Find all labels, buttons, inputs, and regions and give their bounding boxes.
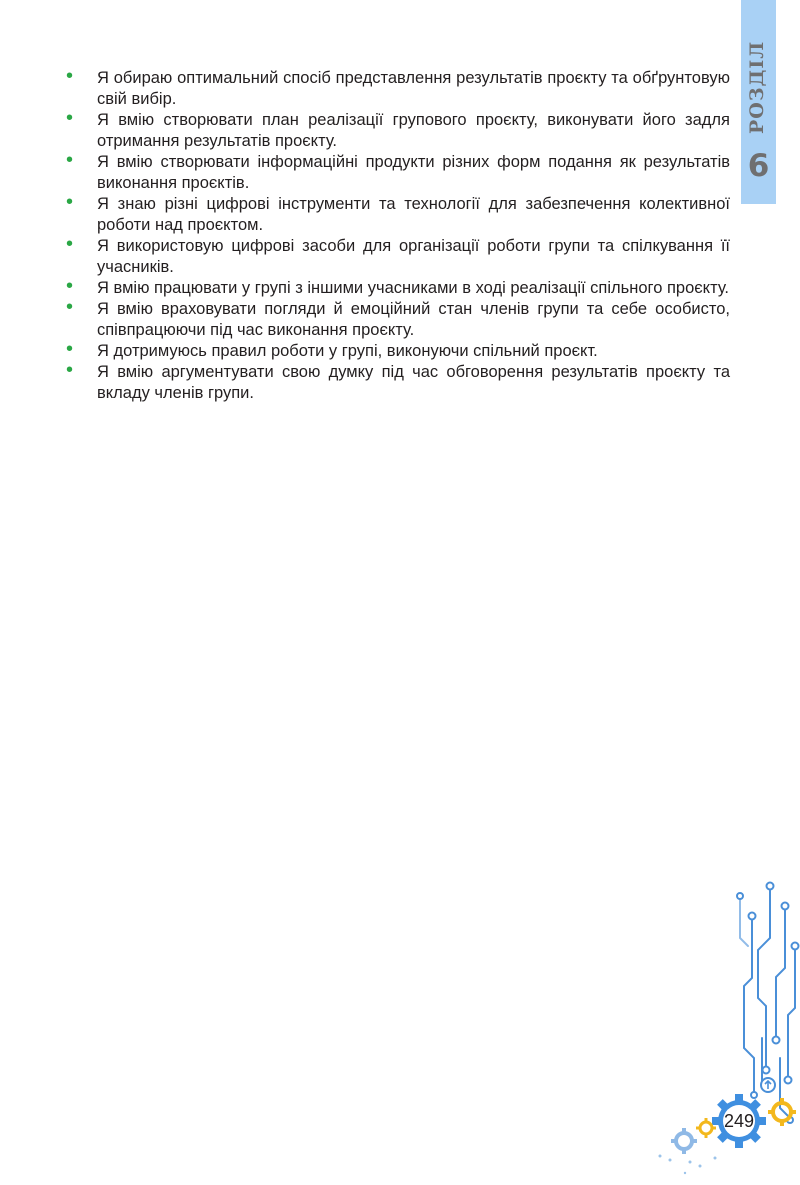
- bullet-icon: •: [66, 191, 74, 213]
- list-item-text: Я вмію аргументувати свою думку під час обговорення результатів проєкту та вкладу членів групи.: [97, 363, 730, 402]
- bullet-icon: •: [66, 65, 74, 87]
- list-item-text: Я обираю оптимальний спосіб представлення результатів проєкту та обґрунтовую свій вибір.: [97, 69, 730, 108]
- list-item: [66, 65, 730, 110]
- list-item: [66, 149, 730, 194]
- page-number: 249: [723, 1111, 755, 1131]
- list-item-text: Я вмію створювати план реалізації групового проєкту, виконувати його задля отримання результатів проєкту.: [97, 111, 730, 150]
- bullet-icon: •: [66, 275, 74, 297]
- list-item: [66, 191, 730, 236]
- bullet-icon: •: [66, 296, 74, 318]
- list-item-text: Я вмію створювати інформаційні продукти різних форм подання як результатів виконання проєктів.: [97, 153, 730, 192]
- list-item: [66, 296, 730, 341]
- list-item-text: Я знаю різні цифрові інструменти та технології для забезпечення колективної роботи над проєктом.: [97, 195, 730, 234]
- page-content: [66, 65, 730, 404]
- list-item-text: Я вмію працювати у групі з іншими учасниками в ході реалізації спільного проєкту.: [97, 279, 729, 297]
- list-item: [66, 359, 730, 404]
- list-item: [66, 233, 730, 278]
- list-item: [66, 107, 730, 152]
- chapter-number: 6: [747, 148, 770, 184]
- bullet-icon: •: [66, 233, 74, 255]
- list-item-text: Я використовую цифрові засоби для організації роботи групи та спілкування її учасників.: [97, 237, 730, 276]
- list-item: [66, 275, 730, 299]
- list-item: [66, 338, 730, 362]
- chapter-label: РОЗДІЛ: [746, 40, 768, 134]
- bullet-icon: •: [66, 107, 74, 129]
- bullet-icon: •: [66, 359, 74, 381]
- bullet-icon: •: [66, 338, 74, 360]
- list-item-text: Я дотримуюсь правил роботи у групі, виконуючи спільний проєкт.: [97, 342, 598, 360]
- bullet-icon: •: [66, 149, 74, 171]
- list-item-text: Я вмію враховувати погляди й емоційний стан членів групи та себе особисто, співпрацюючи під час виконання проєкту.: [97, 300, 730, 339]
- skills-list: [66, 65, 730, 404]
